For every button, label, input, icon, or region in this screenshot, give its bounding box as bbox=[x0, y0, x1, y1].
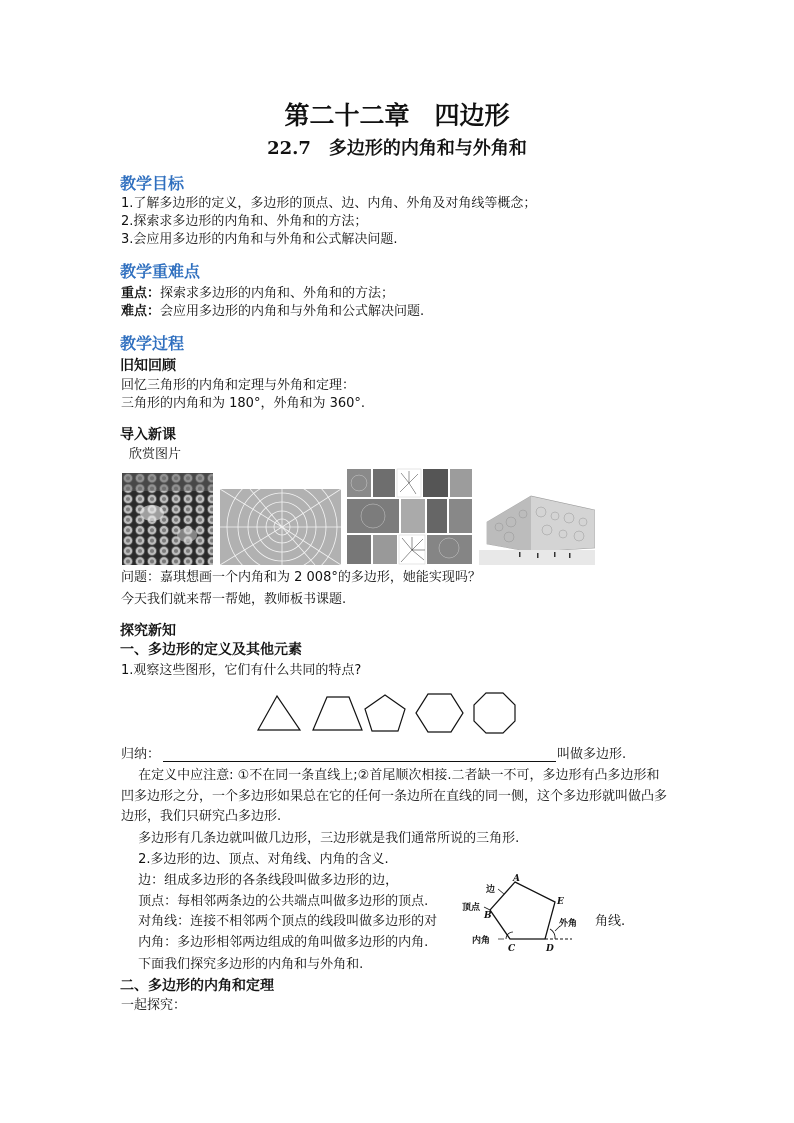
octagon-shape bbox=[474, 693, 515, 733]
honeycomb-photo bbox=[122, 473, 213, 565]
label-D: D bbox=[546, 944, 554, 954]
together-text: 一起探究： bbox=[121, 998, 187, 1013]
note-line-3: 边形，我们只研究凸多边形. bbox=[121, 809, 282, 824]
q2-line bbox=[121, 851, 389, 869]
n-gon-text: 多边形有几条边就叫做几边形，三边形就是我们通常所说的三角形. bbox=[138, 831, 520, 846]
review-line: 三角形的内角和为 180°，外角和为 360°. bbox=[121, 396, 366, 411]
label-E: E bbox=[557, 897, 564, 907]
triangle-shape bbox=[258, 696, 300, 730]
focus-text: 探索求多边形的内角和、外角和的方法； bbox=[160, 286, 395, 301]
edge-line bbox=[121, 872, 398, 890]
pentagon-element-figure bbox=[460, 872, 578, 956]
key-heading: 教学重难点 bbox=[120, 262, 201, 281]
summary-label: 归纳： bbox=[121, 747, 161, 762]
difficulty-text: 会应用多边形的内角和与外角和公式解决问题. bbox=[160, 304, 425, 319]
vertex-pointer bbox=[484, 907, 490, 910]
goals-heading: 教学目标 bbox=[120, 174, 185, 193]
label-interior: 内角 bbox=[472, 936, 491, 946]
note-line-2: 凹多边形之分，一个多边形如果总在它的任何一条边所在直线的同一侧，这个多边形就叫做凸多 bbox=[121, 789, 668, 804]
fill-blank-line bbox=[163, 761, 556, 762]
q1-text: 1.观察这些图形，它们有什么共同的特点? bbox=[121, 663, 362, 678]
n-gon-line bbox=[121, 830, 519, 848]
difficulty-label: 难点： bbox=[121, 304, 161, 319]
web-collage-photo bbox=[346, 468, 473, 565]
intro-heading: 导入新课 bbox=[120, 427, 176, 443]
interior-text: 内角：多边形相邻两边组成的角叫做多边形的内角. bbox=[138, 935, 429, 950]
interior-line bbox=[121, 934, 428, 952]
edge-text: 边：组成多边形的各条线段叫做多边形的边， bbox=[138, 873, 399, 888]
label-edge: 边 bbox=[486, 885, 496, 895]
focus-label: 重点： bbox=[121, 286, 161, 301]
summary-tail: 叫做多边形. bbox=[557, 747, 627, 762]
water-cube-photo bbox=[479, 492, 595, 565]
vertex-line bbox=[121, 893, 428, 911]
focus-line bbox=[121, 285, 394, 303]
process-heading: 教学过程 bbox=[120, 334, 185, 353]
label-exterior: 外角 bbox=[559, 919, 578, 929]
next-text: 下面我们探究多边形的内角和与外角和. bbox=[138, 957, 364, 972]
q2-text: 2.多边形的边、顶点、对角线、内角的含义. bbox=[138, 852, 389, 867]
label-B: B bbox=[484, 911, 492, 921]
review-heading: 旧知回顾 bbox=[120, 358, 176, 374]
label-C: C bbox=[508, 944, 516, 954]
note-line-1: 在定义中应注意: ①不在同一条直线上;②首尾顺次相接.二者缺一不可，多边形有凸多边形和 bbox=[138, 768, 660, 783]
diagonal-text: 对角线：连接不相邻两个顶点的线段叫做多边形的对 bbox=[138, 914, 438, 929]
explore-heading: 探究新知 bbox=[120, 623, 176, 639]
question-text: 问题：嘉琪想画一个内角和为 2 008°的多边形，她能实现吗？ bbox=[121, 570, 481, 585]
part1-heading: 一、多边形的定义及其他元素 bbox=[120, 642, 302, 658]
label-vertex: 顶点 bbox=[462, 903, 481, 913]
review-line: 回忆三角形的内角和定理与外角和定理： bbox=[121, 378, 356, 393]
hexagon-shape bbox=[416, 694, 463, 732]
appreciate-text: 欣赏图片 bbox=[129, 447, 182, 462]
trapezoid-shape bbox=[313, 697, 362, 730]
section-title: 22.7 多边形的内角和与外角和 bbox=[267, 138, 527, 159]
goal-item: 1.了解多边形的定义，多边形的顶点、边、内角、外角及对角线等概念； bbox=[121, 196, 537, 211]
label-A: A bbox=[513, 874, 520, 884]
difficulty-line bbox=[121, 303, 424, 321]
next-line bbox=[121, 956, 363, 974]
spiderweb-photo bbox=[220, 489, 341, 565]
chapter-title: 第二十二章 四边形 bbox=[284, 101, 510, 130]
edge-pointer bbox=[498, 889, 504, 894]
polygon-examples bbox=[255, 690, 523, 736]
exterior-angle-arc bbox=[550, 929, 555, 939]
vertex-text: 顶点：每相邻两条边的公共端点叫做多边形的顶点. bbox=[138, 894, 429, 909]
diagonal-line bbox=[121, 913, 437, 931]
goal-item: 3.会应用多边形的内角和与外角和公式解决问题. bbox=[121, 232, 398, 247]
board-text: 今天我们就来帮一帮她，教师板书课题. bbox=[121, 592, 347, 607]
diagonal-text-tail: 角线. bbox=[595, 914, 626, 929]
goal-item: 2.探索求多边形的内角和、外角和的方法； bbox=[121, 214, 368, 229]
part2-heading: 二、多边形的内角和定理 bbox=[120, 978, 274, 994]
pentagon-shape bbox=[365, 695, 405, 731]
note-line bbox=[121, 767, 659, 785]
